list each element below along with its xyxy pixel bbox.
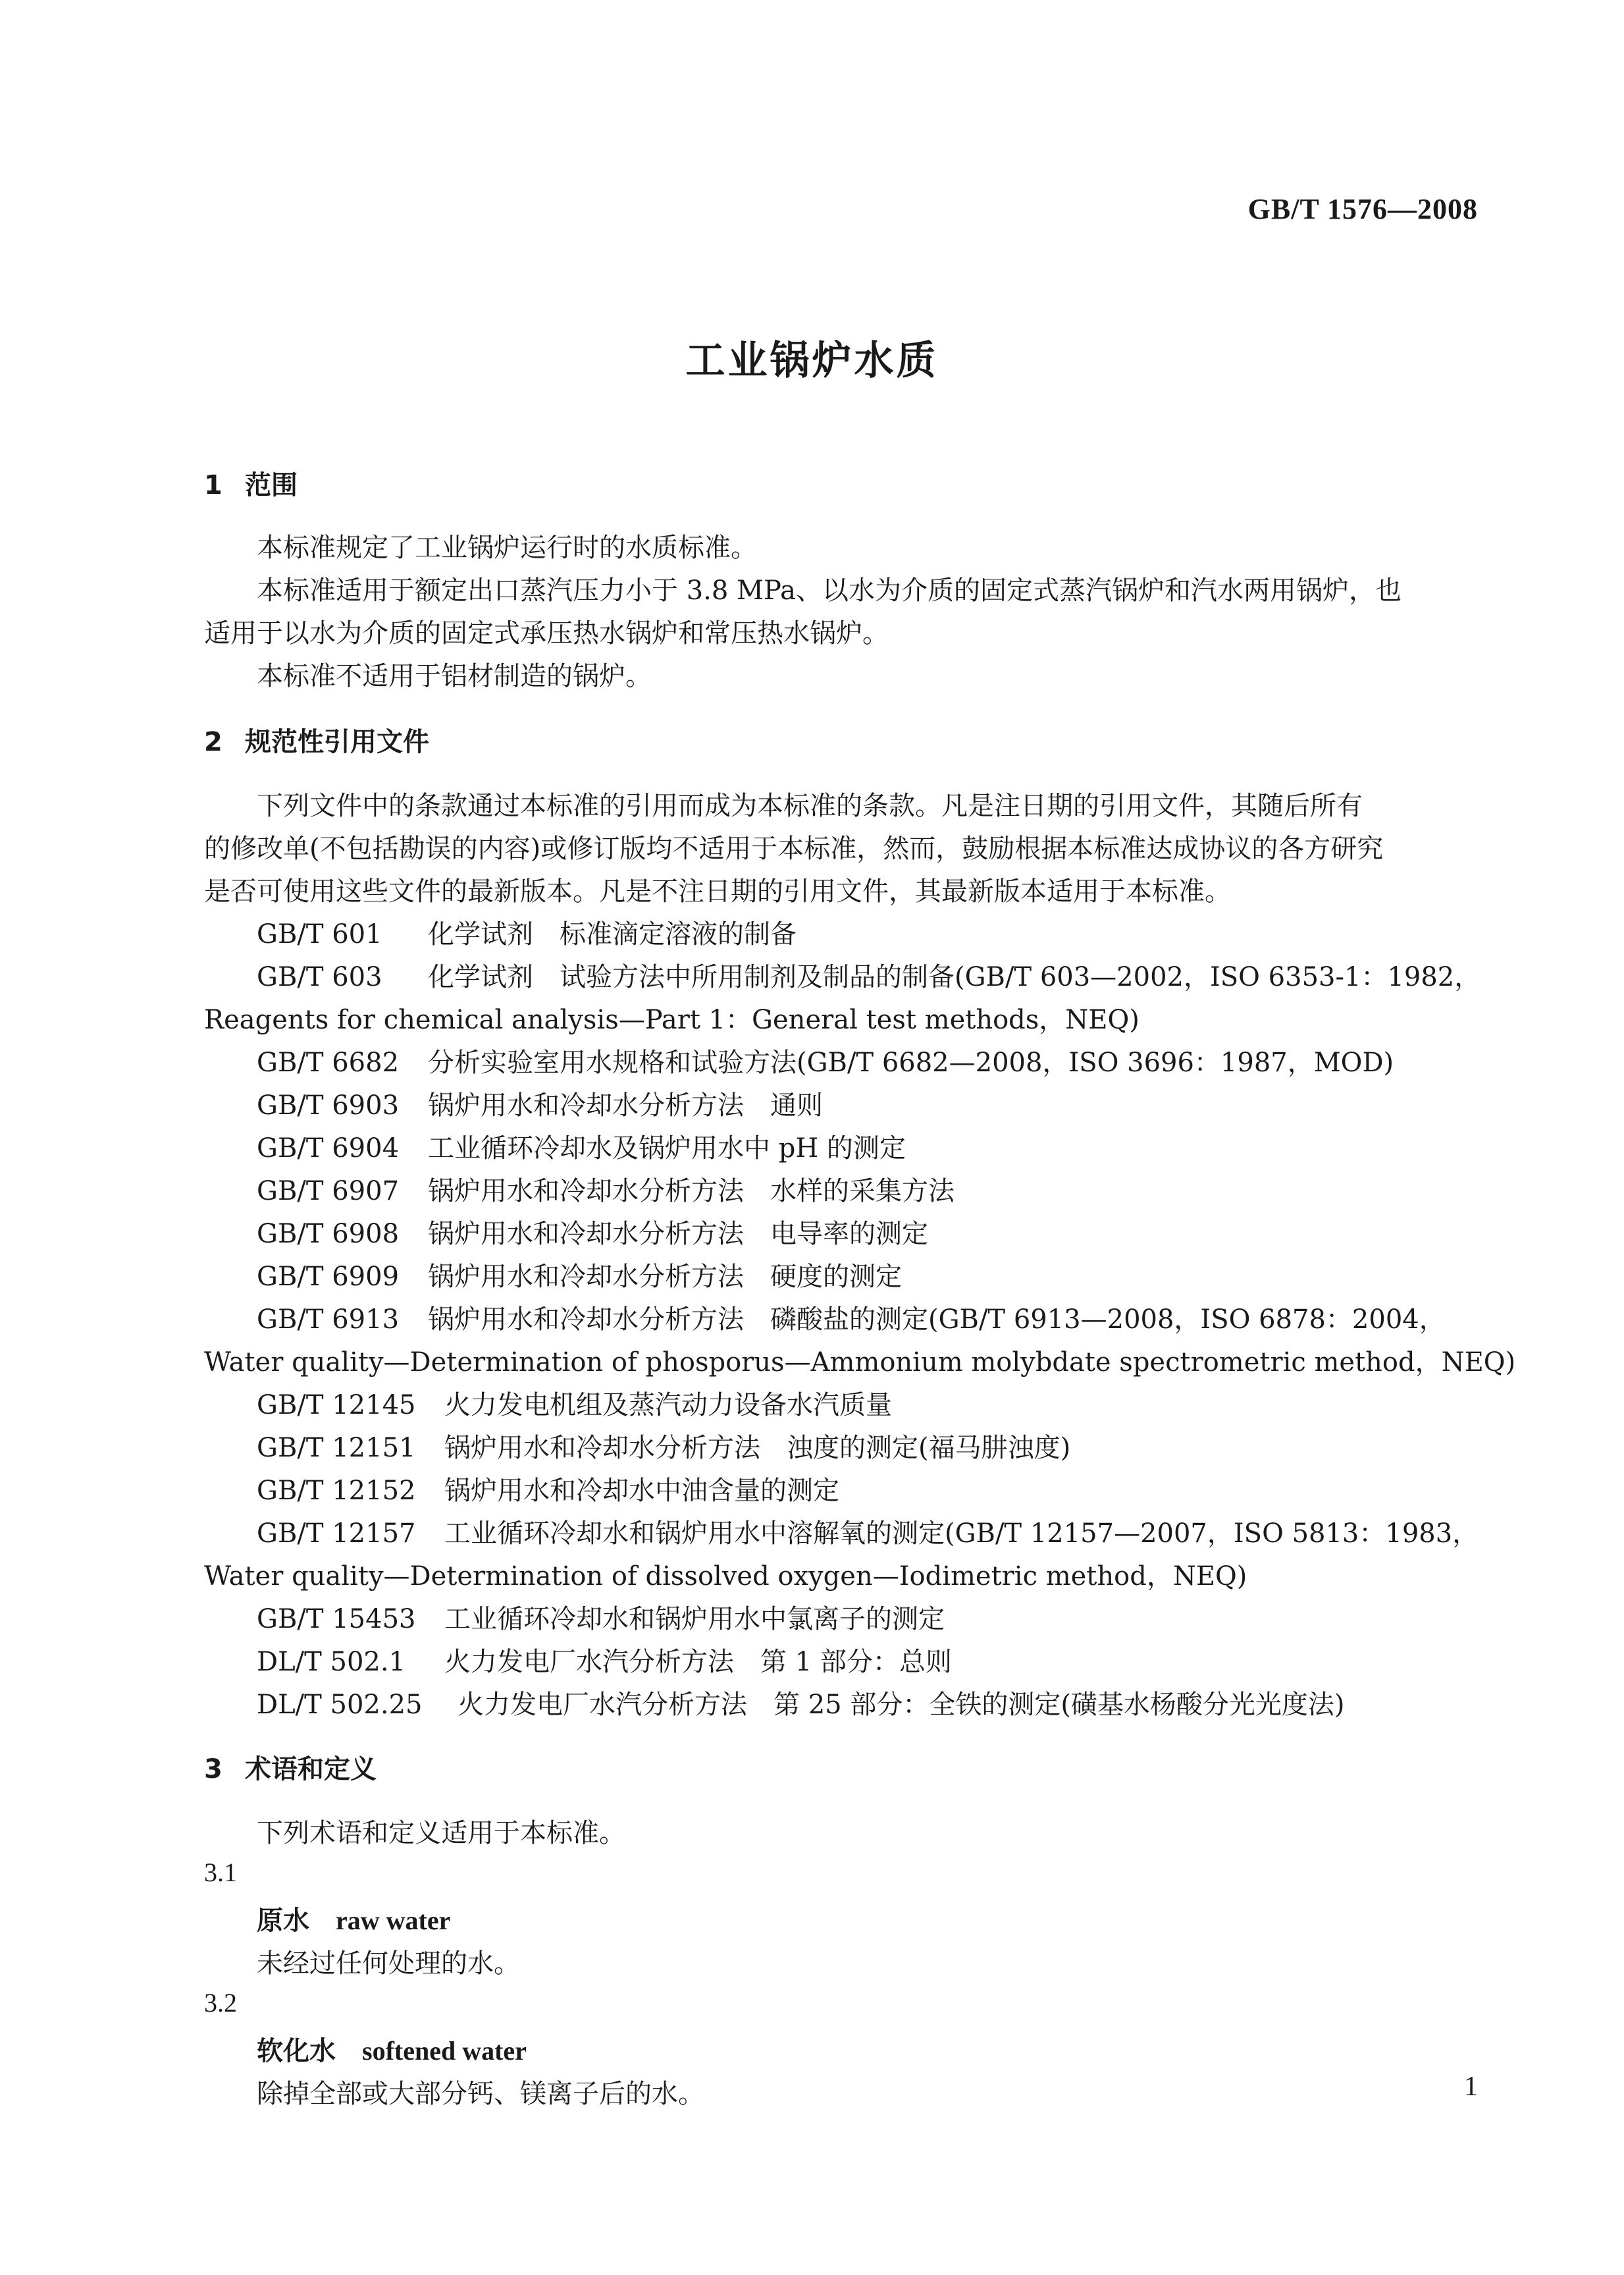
reference-item: GB/T 12157 工业循环冷却水和锅炉用水中溶解氧的测定(GB/T 12157—2007，ISO 5813：1983， xyxy=(257,1518,1479,1549)
reference-item: GB/T 6908 锅炉用水和冷却水分析方法 电导率的测定 xyxy=(257,1219,928,1249)
section-title: 规范性引用文件 xyxy=(245,727,429,757)
reference-item: GB/T 603 化学试剂 试验方法中所用制剂及制品的制备(GB/T 603—2002，ISO 6353-1：1982， xyxy=(257,962,1481,992)
reference-item: GB/T 12151 锅炉用水和冷却水分析方法 浊度的测定(福马肼浊度) xyxy=(257,1433,1071,1463)
section-number: 2 xyxy=(204,727,223,757)
references-intro-line-3: 是否可使用这些文件的最新版本。凡是不注日期的引用文件，其最新版本适用于本标准。 xyxy=(204,876,1231,907)
term-en: raw water xyxy=(336,1906,451,1935)
section-1-heading xyxy=(204,464,298,502)
reference-item: GB/T 6903 锅炉用水和冷却水分析方法 通则 xyxy=(257,1090,823,1121)
terms-intro: 下列术语和定义适用于本标准。 xyxy=(257,1818,625,1848)
term-heading xyxy=(257,2030,527,2068)
section-3-heading xyxy=(204,1748,377,1786)
term-number: 3.2 xyxy=(204,1988,237,2018)
term-definition: 除掉全部或大部分钙、镁离子后的水。 xyxy=(257,2079,704,2109)
term-heading xyxy=(257,1900,450,1937)
reference-item: GB/T 12152 锅炉用水和冷却水中油含量的测定 xyxy=(257,1476,839,1506)
section-number: 3 xyxy=(204,1754,223,1784)
references-intro-line-2: 的修改单(不包括勘误的内容)或修订版均不适用于本标准，然而，鼓励根据本标准达成协议的各方研究 xyxy=(204,834,1384,864)
scope-paragraph-1: 本标准规定了工业锅炉运行时的水质标准。 xyxy=(257,533,757,563)
reference-item: GB/T 12145 火力发电机组及蒸汽动力设备水汽质量 xyxy=(257,1390,892,1420)
term-zh: 软化水 xyxy=(257,2036,336,2066)
reference-item: GB/T 6909 锅炉用水和冷却水分析方法 硬度的测定 xyxy=(257,1262,902,1292)
reference-item: DL/T 502.25 火力发电厂水汽分析方法 第 25 部分：全铁的测定(磺基水杨酸分光光度法) xyxy=(257,1690,1345,1720)
reference-item: GB/T 6913 锅炉用水和冷却水分析方法 磷酸盐的测定(GB/T 6913—2008，ISO 6878：2004， xyxy=(257,1304,1446,1335)
section-number: 1 xyxy=(204,470,223,500)
section-2-heading xyxy=(204,721,429,759)
scope-paragraph-3: 本标准不适用于铝材制造的锅炉。 xyxy=(257,661,652,691)
term-zh: 原水 xyxy=(257,1906,309,1936)
reference-item: GB/T 6907 锅炉用水和冷却水分析方法 水样的采集方法 xyxy=(257,1176,955,1206)
document-title: 工业锅炉水质 xyxy=(685,338,939,384)
reference-item: GB/T 6682 分析实验室用水规格和试验方法(GB/T 6682—2008，ISO 3696：1987，MOD) xyxy=(257,1048,1394,1078)
reference-item: GB/T 601 化学试剂 标准滴定溶液的制备 xyxy=(257,919,797,950)
reference-item: DL/T 502.1 火力发电厂水汽分析方法 第 1 部分：总则 xyxy=(257,1647,952,1677)
term-en: softened water xyxy=(362,2036,527,2066)
standard-number: GB/T 1576—2008 xyxy=(1247,193,1478,225)
scope-paragraph-2-line-1: 本标准适用于额定出口蒸汽压力小于 3.8 MPa、以水为介质的固定式蒸汽锅炉和汽水两用锅炉，也 xyxy=(257,575,1401,606)
term-definition: 未经过任何处理的水。 xyxy=(257,1948,520,1979)
term-number: 3.1 xyxy=(204,1858,237,1887)
reference-item: GB/T 15453 工业循环冷却水和锅炉用水中氯离子的测定 xyxy=(257,1604,945,1634)
reference-item: GB/T 6904 工业循环冷却水及锅炉用水中 pH 的测定 xyxy=(257,1133,906,1164)
reference-item-continuation: Reagents for chemical analysis—Part 1：General test methods，NEQ) xyxy=(204,1005,1139,1035)
reference-item-continuation: Water quality—Determination of dissolved oxygen—Iodimetric method，NEQ) xyxy=(204,1561,1247,1592)
scope-paragraph-2-line-2: 适用于以水为介质的固定式承压热水锅炉和常压热水锅炉。 xyxy=(204,618,889,649)
reference-item-continuation: Water quality—Determination of phosporus—Ammonium molybdate spectrometric method，NEQ) xyxy=(204,1347,1516,1378)
section-title: 术语和定义 xyxy=(245,1754,377,1784)
references-intro-line-1: 下列文件中的条款通过本标准的引用而成为本标准的条款。凡是注日期的引用文件，其随后所有 xyxy=(257,791,1363,821)
page-number: 1 xyxy=(1464,2072,1478,2102)
section-title: 范围 xyxy=(245,470,298,500)
